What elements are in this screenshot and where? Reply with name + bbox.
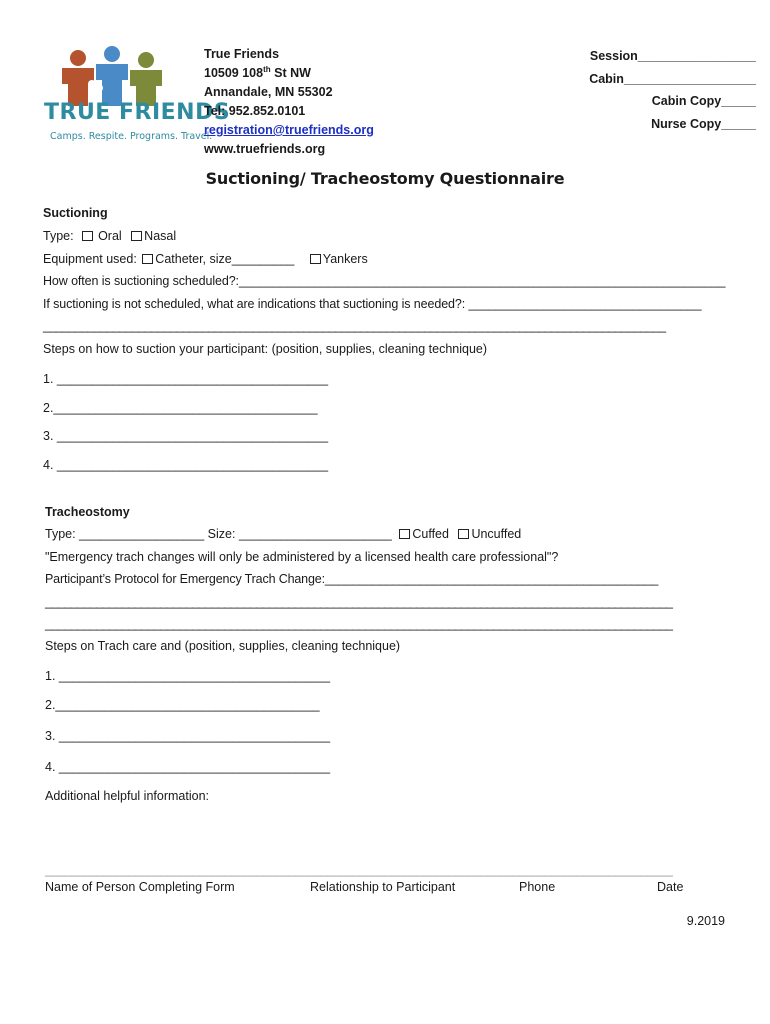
email-link[interactable]: registration@truefriends.org: [204, 123, 374, 137]
equipment-label: Equipment used:: [43, 252, 137, 266]
oral-label: Oral: [98, 229, 122, 243]
street-address: [204, 64, 374, 83]
suction-step-1[interactable]: 1. _______________________________________: [43, 372, 329, 386]
yankers-label: Yankers: [322, 252, 368, 266]
additional-info-label: Additional helpful information:: [45, 789, 209, 803]
suctioning-heading: Suctioning: [43, 206, 108, 220]
protocol-field[interactable]: Participant’s Protocol for Emergency Trach Change:_________________________________________________: [45, 572, 659, 586]
suction-type-label: Type:: [43, 229, 74, 243]
tracheostomy-heading: Tracheostomy: [45, 505, 130, 519]
suction-type-row: [43, 229, 176, 243]
logo-brand-text: TRUE FRIENDS: [44, 100, 231, 125]
street-suffix: th: [263, 64, 271, 74]
trach-step-1[interactable]: 1. _______________________________________: [45, 669, 331, 683]
trach-steps-label: Steps on Trach care and (position, supplies, cleaning technique): [45, 639, 401, 653]
phone-label: Phone: [519, 880, 556, 894]
city-line: Annandale, MN 55302: [204, 85, 333, 99]
catheter-checkbox[interactable]: [142, 254, 153, 264]
equipment-row: [43, 252, 368, 266]
indications-field[interactable]: If suctioning is not scheduled, what are indications that suctioning is needed?: __________________________________: [43, 297, 702, 311]
suction-step-2[interactable]: 2.______________________________________: [43, 401, 318, 415]
org-name: True Friends: [204, 47, 280, 61]
suction-step-4[interactable]: 4. _______________________________________: [43, 458, 329, 472]
suction-step-3[interactable]: 3. _______________________________________: [43, 429, 329, 443]
emergency-note: "Emergency trach changes will only be administered by a licensed health care professional"?: [45, 550, 559, 564]
street-name: St NW: [270, 66, 311, 80]
nurse-copy-field[interactable]: Nurse Copy_____: [651, 116, 756, 131]
logo-tagline: Camps. Respite. Programs. Travel.: [50, 131, 213, 142]
protocol-blank-line-1[interactable]: __________________________________________________________________________________________________: [45, 595, 673, 609]
contact-block: [204, 45, 374, 159]
protocol-blank-line-2[interactable]: __________________________________________________________________________________________________: [45, 617, 673, 631]
suction-steps-label: Steps on how to suction your participant: (position, supplies, cleaning technique): [43, 342, 488, 356]
office-use-block: [589, 45, 756, 135]
form-title: Suctioning/ Tracheostomy Questionnaire: [205, 169, 565, 188]
trach-step-4[interactable]: 4. _______________________________________: [45, 760, 331, 774]
indications-blank-line[interactable]: __________________________________________________________________________________________________: [43, 319, 666, 333]
uncuffed-label: Uncuffed: [471, 527, 522, 541]
how-often-field[interactable]: How often is suctioning scheduled?:_______________________________________________________________________: [43, 274, 726, 288]
catheter-label: Catheter, size_________: [155, 252, 295, 266]
nasal-checkbox[interactable]: [131, 231, 142, 241]
street-number: 10509 108: [204, 66, 264, 80]
trach-step-2[interactable]: 2.______________________________________: [45, 698, 320, 712]
true-friends-logo: [44, 44, 231, 144]
yankers-checkbox[interactable]: [310, 254, 321, 264]
uncuffed-checkbox[interactable]: [458, 529, 469, 539]
cabin-field[interactable]: Cabin___________________: [589, 71, 756, 86]
name-label: Name of Person Completing Form: [45, 880, 235, 894]
cuffed-label: Cuffed: [412, 527, 449, 541]
trach-type-row: [45, 527, 521, 541]
trach-step-3[interactable]: 3. _______________________________________: [45, 729, 331, 743]
trach-type-size-field[interactable]: Type: __________________ Size: ______________________: [45, 527, 392, 541]
session-field[interactable]: Session_________________: [589, 49, 756, 63]
website[interactable]: www.truefriends.org: [204, 142, 326, 156]
telephone: Tel: 952.852.0101: [204, 104, 306, 118]
form-version: 9.2019: [686, 914, 725, 928]
cuffed-checkbox[interactable]: [399, 529, 410, 539]
oral-checkbox[interactable]: [82, 231, 93, 241]
nasal-label: Nasal: [144, 229, 177, 243]
date-label: Date: [657, 880, 684, 894]
signature-line[interactable]: __________________________________________________________________________________________________: [45, 863, 673, 877]
cabin-copy-field[interactable]: Cabin Copy_____: [651, 94, 756, 108]
relationship-label: Relationship to Participant: [310, 880, 456, 894]
